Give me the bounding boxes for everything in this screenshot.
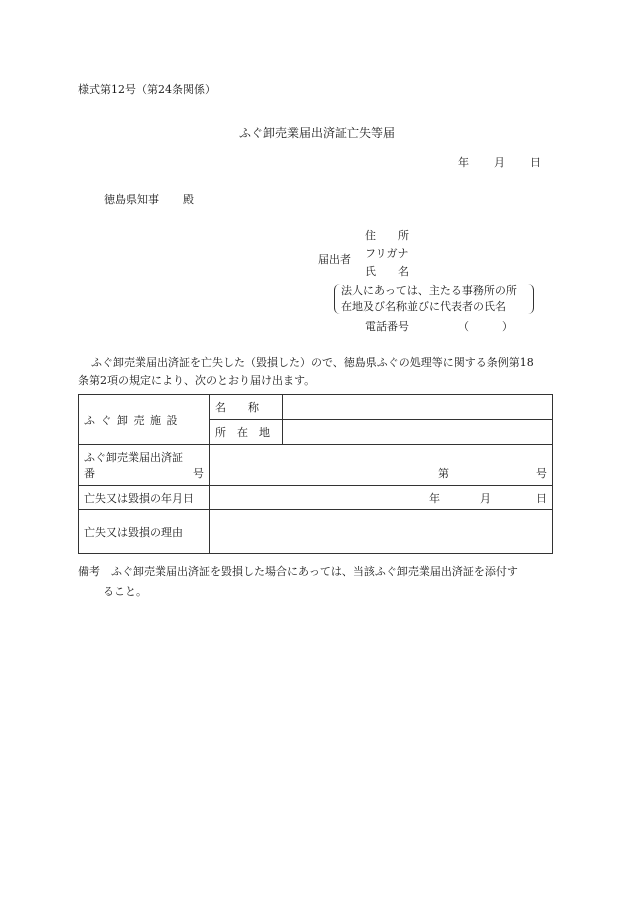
body-text-line-2: 条第2項の規定により、次のとおり届け出ます。 <box>78 374 316 387</box>
cert-number-prefix: 第 <box>438 467 449 480</box>
phone-parentheses: （ ） <box>458 320 513 333</box>
loss-reason-label: 亡失又は毀損の理由 <box>84 525 183 539</box>
loss-date-year: 年 <box>429 491 440 505</box>
loss-date-label: 亡失又は毀損の年月日 <box>84 491 194 505</box>
date-month-label: 月 <box>494 156 505 169</box>
cert-number-field[interactable] <box>210 445 553 486</box>
remarks-text-line-2: ること。 <box>103 585 147 598</box>
addressee-name: 徳島県知事 <box>104 193 159 206</box>
facility-name-field[interactable] <box>283 395 553 420</box>
loss-date-month: 月 <box>480 491 491 505</box>
notifier-furigana-label: フリガナ <box>365 247 409 260</box>
notifier-name-label: 氏 名 <box>365 265 409 278</box>
corporation-note-line-1: 法人にあっては、主たる事務所の所 <box>341 284 517 297</box>
cert-number-label-ban: 番 <box>84 467 95 480</box>
cert-number-suffix: 号 <box>536 467 547 480</box>
date-year-label: 年 <box>458 156 469 169</box>
notification-table <box>78 394 553 554</box>
form-number: 様式第12号（第24条関係） <box>78 83 216 96</box>
loss-reason-field[interactable] <box>210 510 553 554</box>
facility-location-label-cell <box>210 420 283 445</box>
notifier-address-label: 住 所 <box>365 229 409 242</box>
loss-date-day: 日 <box>536 491 547 505</box>
remarks-label: 備考 <box>78 565 100 578</box>
loss-date-field[interactable] <box>210 486 553 510</box>
facility-label-cell <box>79 395 210 445</box>
notifier-label: 届出者 <box>318 253 351 266</box>
cert-number-label-line-1: ふぐ卸売業届出済証 <box>84 451 183 464</box>
phone-label: 電話番号 <box>365 320 409 333</box>
page-title: ふぐ卸売業届出済証亡失等届 <box>239 126 396 140</box>
cert-number-label-cell <box>79 445 210 486</box>
facility-name-label: 名 称 <box>215 401 259 414</box>
remarks <box>78 562 554 602</box>
corporation-note-line-2: 在地及び名称並びに代表者の氏名 <box>341 300 506 313</box>
date-day-label: 日 <box>530 156 541 169</box>
facility-location-field[interactable] <box>283 420 553 445</box>
facility-location-label: 所 在 地 <box>215 426 270 439</box>
addressee-honorific: 殿 <box>183 193 194 206</box>
cert-number-label-go: 号 <box>193 467 204 480</box>
remarks-text-line-1: ふぐ卸売業届出済証を毀損した場合にあっては、当該ふぐ卸売業届出済証を添付す <box>111 565 518 578</box>
facility-name-label-cell <box>210 395 283 420</box>
loss-reason-label-cell <box>79 510 210 554</box>
body-text-line-1: ふぐ卸売業届出済証を亡失した（毀損した）ので、徳島県ふぐの処理等に関する条例第18 <box>91 356 534 369</box>
loss-date-label-cell <box>79 486 210 510</box>
facility-label: ふぐ卸売施設 <box>84 413 183 427</box>
